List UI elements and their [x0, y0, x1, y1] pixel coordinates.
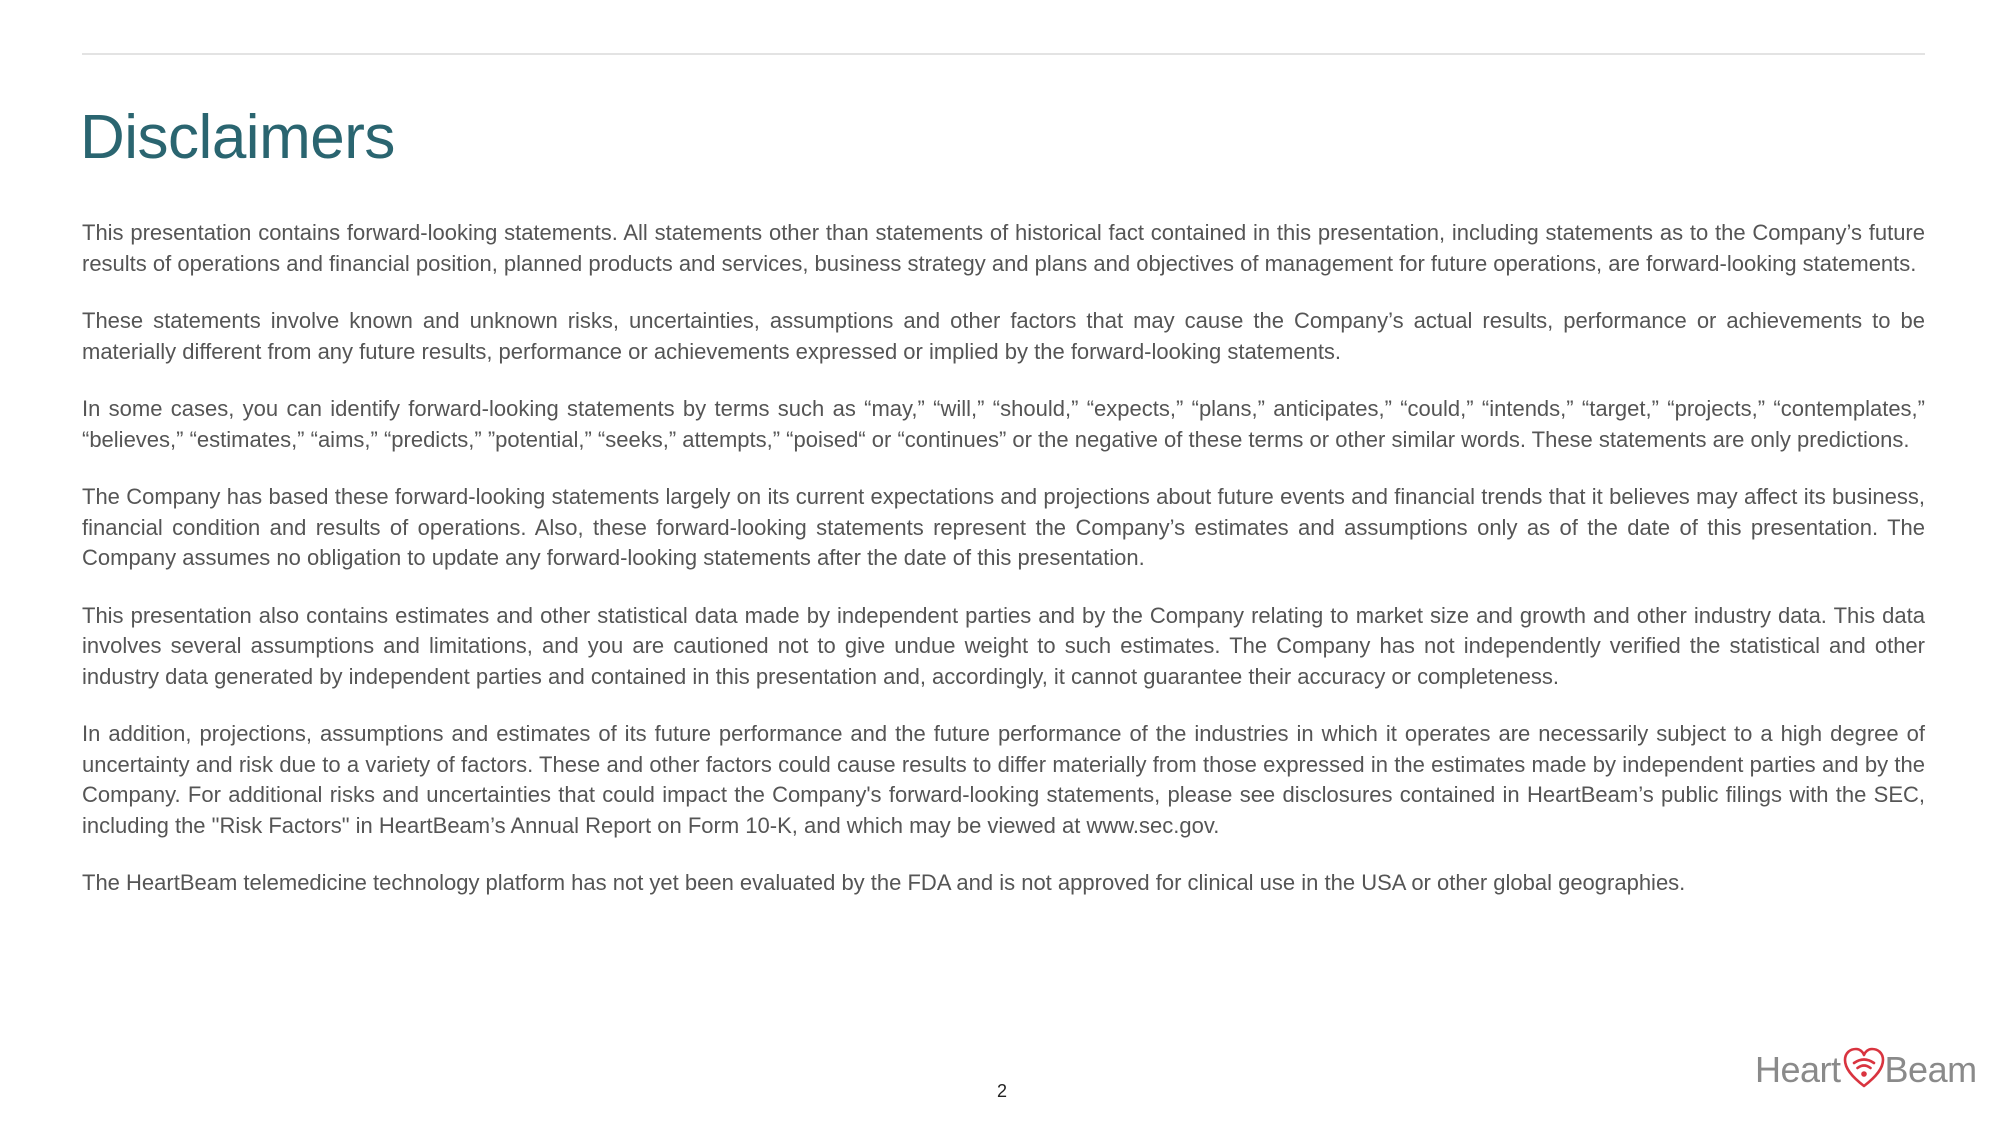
logo-word-heart: Heart [1755, 1049, 1841, 1090]
disclaimer-body [82, 218, 1925, 926]
paragraph-fda: The HeartBeam telemedicine technology platform has not yet been evaluated by the FDA and is not approved for clinical use in the USA or other global geographies. [82, 870, 1686, 895]
paragraph-terms: In some cases, you can identify forward-looking statements by terms such as “may,” “will,” “should,” “expects,” “plans,” anticipates,” “could,” “intends,” “target,” “projects,” “contemplates,” “believes,” “estimates,” “aims,” “predicts,” ”potential,” “seeks,” attempts,” “poised“ or “continues” or the negative of these terms or other similar words. These statements are only predictions. [82, 396, 1925, 452]
logo-word-beam: Beam [1884, 1049, 1977, 1090]
paragraph-expectations: The Company has based these forward-looking statements largely on its current expectations and projections about future events and financial trends that it believes may affect its business, financial condition and results of operations. Also, these forward-looking statements represent the Company’s estimates and assumptions only as of the date of this presentation. The Company assumes no obligation to update any forward-looking statements after the date of this presentation. [82, 484, 1925, 570]
heartbeam-logo [1755, 1046, 1977, 1090]
page-title: Disclaimers [80, 103, 395, 172]
paragraph-projections: In addition, projections, assumptions and estimates of its future performance and the future performance of the industries in which it operates are necessarily subject to a high degree of uncertainty and risk due to a variety of factors. These and other factors could cause results to differ materially from those expressed in the estimates made by independent parties and by the Company. For additional risks and uncertainties that could impact the Company's forward-looking statements, please see disclosures contained in HeartBeam’s public filings with the SEC, including the "Risk Factors" in HeartBeam’s Annual Report on Form 10-K, and which may be viewed at www.sec.gov. [82, 721, 1925, 838]
heart-signal-icon [1841, 1046, 1887, 1090]
top-divider [82, 53, 1925, 55]
page-number: 2 [996, 1081, 1007, 1101]
paragraph-statistical-data: This presentation also contains estimates and other statistical data made by independent parties and by the Company relating to market size and growth and other industry data. This data involves several assumptions and limitations, and you are cautioned not to give undue weight to such estimates. The Company has not independently verified the statistical and other industry data generated by independent parties and contained in this presentation and, accordingly, it cannot guarantee their accuracy or completeness. [82, 602, 1925, 689]
paragraph-risks: These statements involve known and unknown risks, uncertainties, assumptions and other factors that may cause the Company’s actual results, performance or achievements to be materially different from any future results, performance or achievements expressed or implied by the forward-looking statements. [82, 308, 1925, 364]
paragraph-forward-looking: This presentation contains forward-looking statements. All statements other than statements of historical fact contained in this presentation, including statements as to the Company’s future results of operations and financial position, planned products and services, business strategy and plans and objectives of management for future operations, are forward-looking statements. [82, 220, 1925, 276]
